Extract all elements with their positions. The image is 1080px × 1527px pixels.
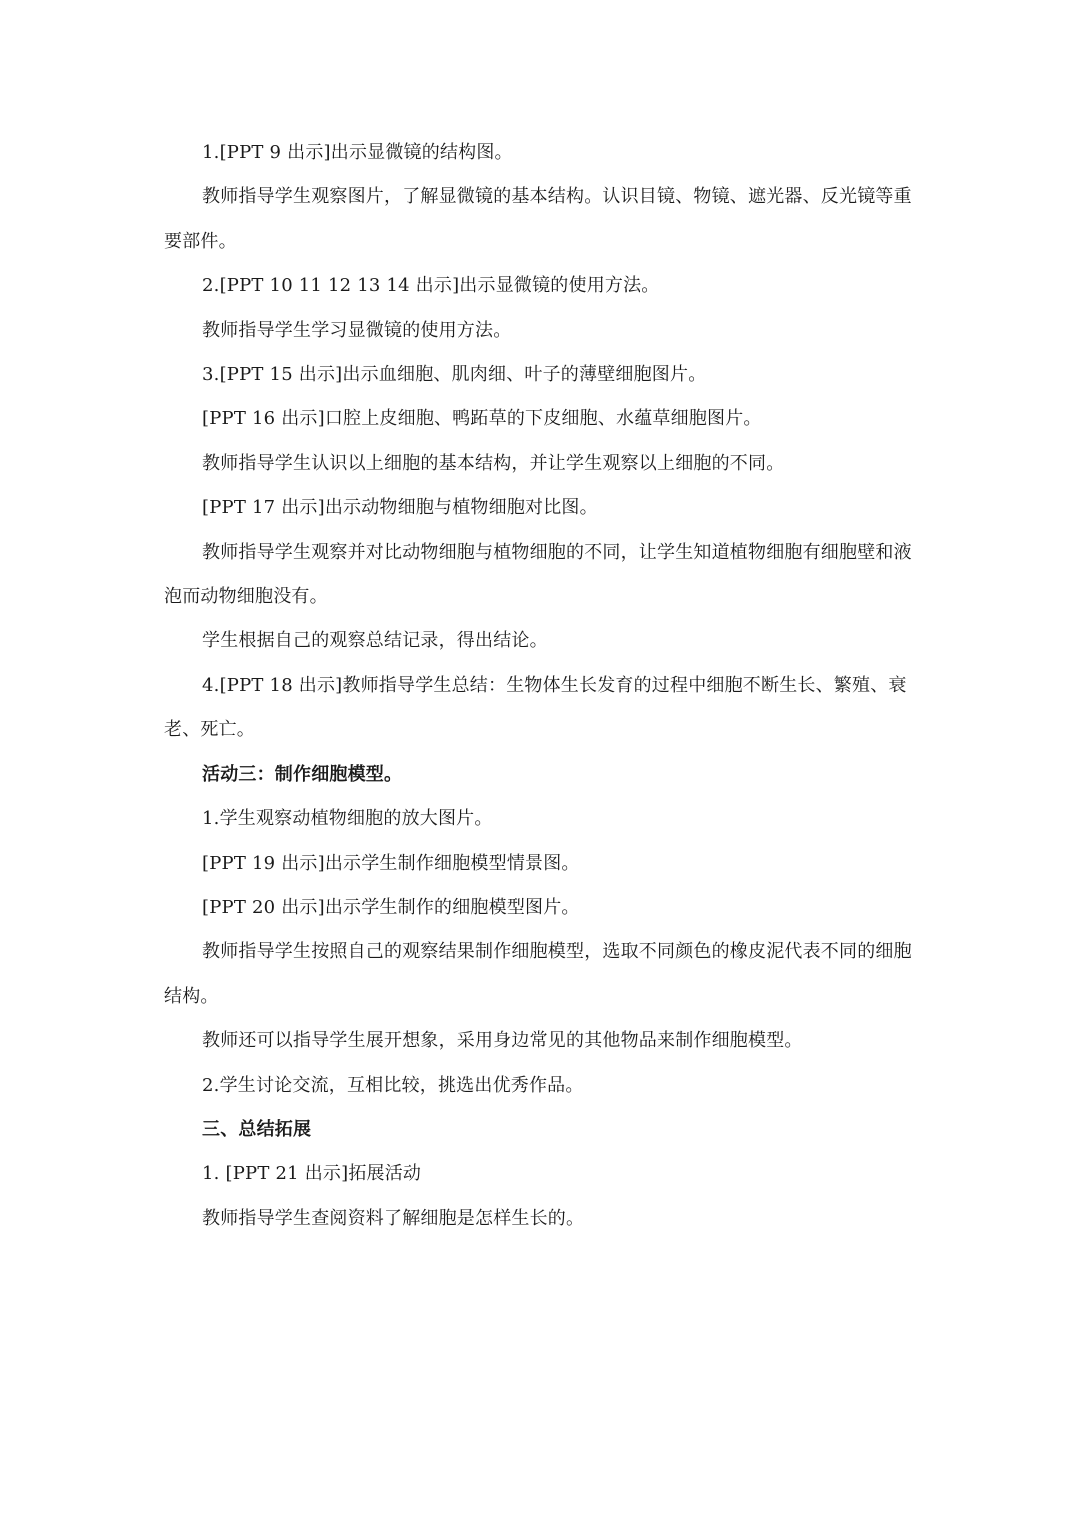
section-heading: 活动三：制作细胞模型。 — [202, 763, 403, 785]
paragraph: 教师指导学生按照自己的观察结果制作细胞模型，选取不同颜色的橡皮泥代表不同的细胞结构。 — [164, 941, 912, 1007]
paragraph: 2.[PPT 10 11 12 13 14 出示]出示显微镜的使用方法。 — [202, 275, 660, 297]
paragraph: 教师指导学生查阅资料了解细胞是怎样生长的。 — [202, 1207, 585, 1229]
paragraph: 教师指导学生观察并对比动物细胞与植物细胞的不同，让学生知道植物细胞有细胞壁和液泡而动物细胞没有。 — [164, 541, 912, 608]
paragraph: 4.[PPT 18 出示]教师指导学生总结：生物体生长发育的过程中细胞不断生长、繁殖、衰老、死亡。 — [164, 674, 907, 741]
paragraph: 教师指导学生认识以上细胞的基本结构，并让学生观察以上细胞的不同。 — [202, 452, 785, 474]
paragraph: 1.学生观察动植物细胞的放大图片。 — [202, 808, 493, 830]
paragraph: 教师指导学生观察图片，了解显微镜的基本结构。认识目镜、物镜、遮光器、反光镜等重要部件。 — [164, 186, 912, 252]
paragraph: 3.[PPT 15 出示]出示血细胞、肌肉细、叶子的薄壁细胞图片。 — [202, 364, 707, 386]
paragraph: 2.学生讨论交流，互相比较，挑选出优秀作品。 — [202, 1074, 584, 1096]
paragraph: 学生根据自己的观察总结记录，得出结论。 — [202, 630, 548, 652]
paragraph: [PPT 17 出示]出示动物细胞与植物细胞对比图。 — [202, 497, 598, 519]
paragraph: 教师还可以指导学生展开想象，采用身边常见的其他物品来制作细胞模型。 — [202, 1030, 803, 1052]
paragraph: [PPT 20 出示]出示学生制作的细胞模型图片。 — [202, 896, 580, 918]
paragraph: [PPT 19 出示]出示学生制作细胞模型情景图。 — [202, 852, 580, 874]
document-body — [164, 131, 920, 1241]
paragraph: 1. [PPT 21 出示]拓展活动 — [202, 1163, 422, 1185]
paragraph: 1.[PPT 9 出示]出示显微镜的结构图。 — [202, 142, 513, 163]
paragraph: [PPT 16 出示]口腔上皮细胞、鸭跖草的下皮细胞、水蕴草细胞图片。 — [202, 408, 762, 430]
paragraph: 教师指导学生学习显微镜的使用方法。 — [202, 319, 512, 341]
section-heading: 三、总结拓展 — [202, 1118, 312, 1140]
